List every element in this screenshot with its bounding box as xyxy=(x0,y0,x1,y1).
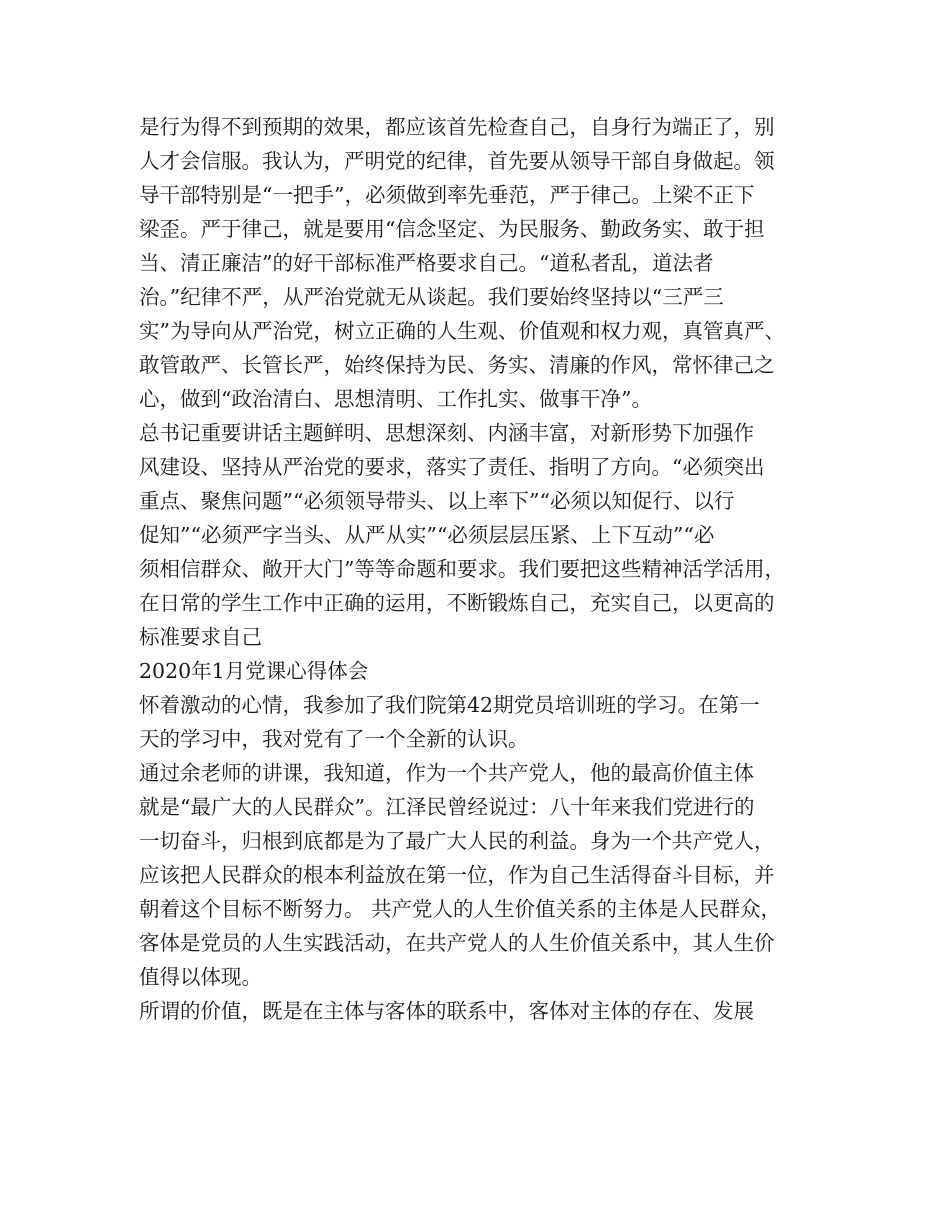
text-line: 风建设、坚持从严治党的要求，落实了责任、指明了方向。“必须突出 xyxy=(139,455,765,479)
text-line: 当、清正廉洁”的好干部标准严格要求自己。“道私者乱，道法者 xyxy=(139,251,714,275)
text-line: 标准要求自己 xyxy=(139,625,262,649)
text-line: 一切奋斗，归根到底都是为了最广大人民的利益。身为一个共产党人， xyxy=(139,829,775,853)
text-line: 人才会信服。我认为，严明党的纪律，首先要从领导干部自身做起。领 xyxy=(139,149,775,173)
text-line: 客体是党员的人生实践活动，在共产党人的人生价值关系中，其人生价 xyxy=(139,931,775,955)
text-line: 导干部特别是“一把手”，必须做到率先垂范，严于律己。上梁不正下 xyxy=(139,183,755,207)
text-line: 所谓的价值，既是在主体与客体的联系中，客体对主体的存在、发展 xyxy=(139,999,754,1023)
text-line: 应该把人民群众的根本利益放在第一位，作为自己生活得奋斗目标，并 xyxy=(139,863,775,887)
text-line: 天的学习中，我对党有了一个全新的认识。 xyxy=(139,727,529,751)
text-line: 梁歪。严于律己，就是要用“信念坚定、为民服务、勤政务实、敢于担 xyxy=(139,217,765,241)
text-line: 实”为导向从严治党，树立正确的人生观、价值观和权力观，真管真严、 xyxy=(139,319,785,343)
text-line: 治。”纪律不严，从严治党就无从谈起。我们要始终坚持以“三严三 xyxy=(139,285,724,309)
text-line: 在日常的学生工作中正确的运用，不断锻炼自己，充实自己，以更高的 xyxy=(139,591,775,615)
text-line: 值得以体现。 xyxy=(139,965,262,989)
text-line: 促知”“必须严字当头、从严从实”“必须层层压紧、上下互动”“必 xyxy=(139,523,715,547)
text-line: 怀着激动的心情，我参加了我们院第42期党员培训班的学习。在第一 xyxy=(139,693,760,717)
text-line: 朝着这个目标不断努力。 共产党人的人生价值关系的主体是人民群众， xyxy=(139,897,782,921)
section-heading: 2020年1月党课心得体会 xyxy=(139,659,369,683)
text-line: 是行为得不到预期的效果，都应该首先检查自己，自身行为端正了，别 xyxy=(139,115,775,139)
text-line: 心，做到“政治清白、思想清明、工作扎实、做事干净”。 xyxy=(139,387,652,411)
text-line: 通过余老师的讲课，我知道，作为一个共产党人，他的最高价值主体 xyxy=(139,761,754,785)
document-body xyxy=(139,110,829,1028)
text-line: 总书记重要讲话主题鲜明、思想深刻、内涵丰富，对新形势下加强作 xyxy=(139,421,754,445)
text-line: 重点、聚焦问题”“必须领导带头、以上率下”“必须以知促行、以行 xyxy=(139,489,735,513)
text-line: 须相信群众、敞开大门”等等命题和要求。我们要把这些精神活学活用， xyxy=(139,557,785,581)
text-line: 就是“最广大的人民群众”。江泽民曾经说过：八十年来我们党进行的 xyxy=(139,795,755,819)
text-line: 敢管敢严、长管长严，始终保持为民、务实、清廉的作风，常怀律己之 xyxy=(139,353,775,377)
